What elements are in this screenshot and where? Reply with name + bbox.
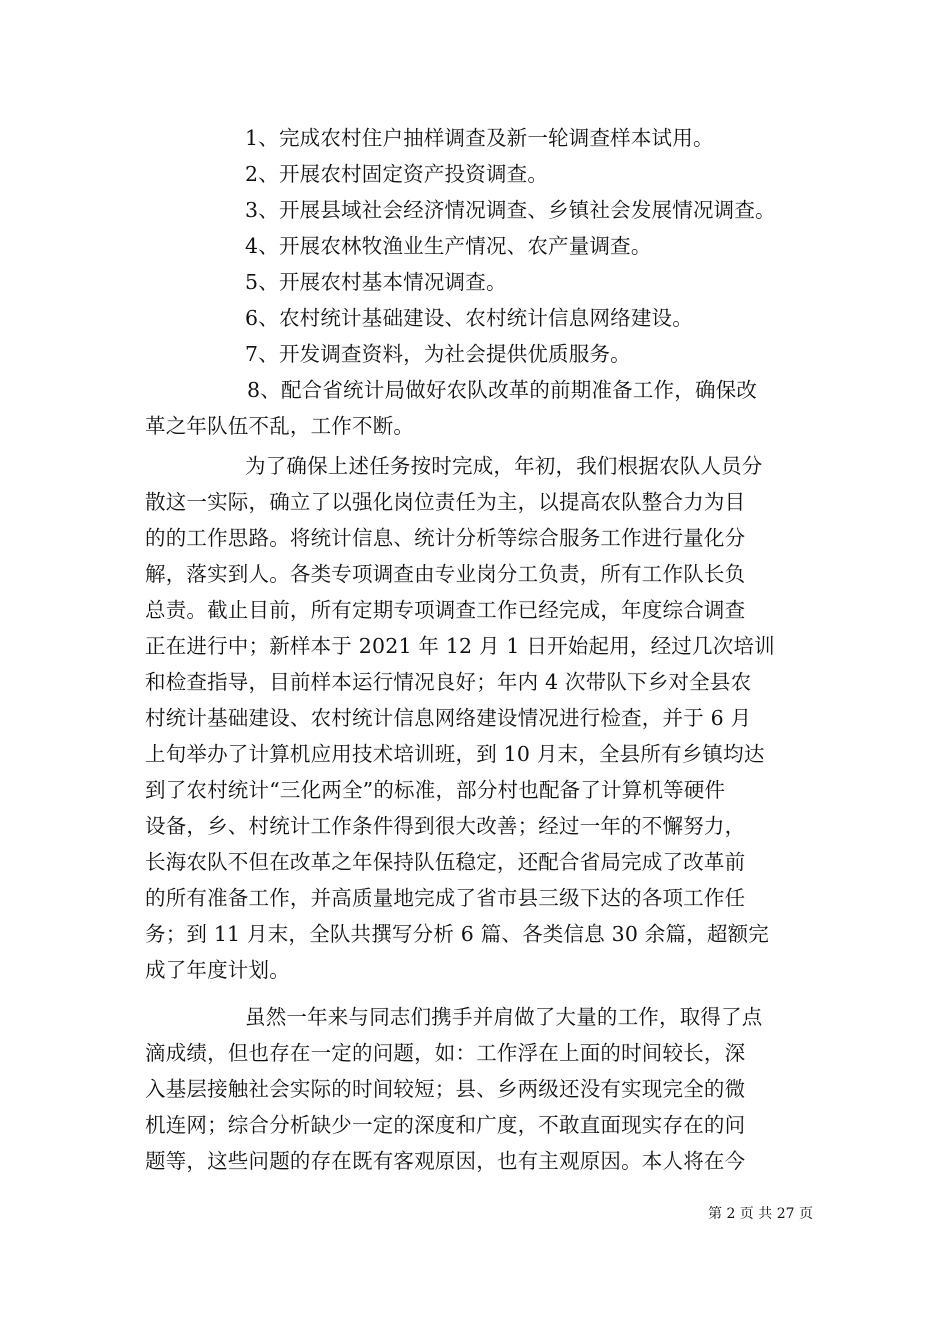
list-item-1: 1、完成农村住户抽样调查及新一轮调查样本试用。 [245, 126, 714, 150]
list-item-2: 2、开展农村固定资产投资调查。 [245, 162, 549, 186]
list-item-3: 3、开展县域社会经济情况调查、乡镇社会发展情况调查。 [245, 198, 776, 222]
page-number-footer: 第 2 页 共 27 页 [708, 1206, 813, 1222]
paragraph-1-line: 总责。截止目前，所有定期专项调查工作已经完成，年度综合调查 [145, 598, 746, 622]
paragraph-1-line: 成了年度计划。 [145, 958, 290, 982]
paragraph-1-line: 设备，乡、村统计工作条件得到很大改善；经过一年的不懈努力， [145, 814, 746, 838]
paragraph-1-line: 到了农村统计“三化两全”的标准，部分村也配备了计算机等硬件 [145, 778, 726, 802]
paragraph-2-line: 机连网；综合分析缺少一定的深度和广度，不敢直面现实存在的问 [145, 1113, 746, 1137]
paragraph-1-line: 长海农队不但在改革之年保持队伍稳定，还配合省局完成了改革前 [145, 850, 746, 874]
list-item-7: 7、开发调查资料，为社会提供优质服务。 [245, 342, 631, 366]
list-item-5: 5、开展农村基本情况调查。 [245, 270, 507, 294]
paragraph-1-line: 村统计基础建设、农村统计信息网络建设情况进行检查，并于 6 月 [145, 706, 752, 730]
paragraph-1-line: 为了确保上述任务按时完成，年初，我们根据农队人员分 [245, 454, 763, 478]
paragraph-2-line: 虽然一年来与同志们携手并肩做了大量的工作，取得了点 [245, 1005, 763, 1029]
paragraph-1-line: 的的工作思路。将统计信息、统计分析等综合服务工作进行量化分 [145, 526, 746, 550]
paragraph-2-line: 滴成绩，但也存在一定的问题，如：工作浮在上面的时间较长，深 [145, 1041, 746, 1065]
paragraph-1-line: 和检查指导，目前样本运行情况良好；年内 4 次带队下乡对全县农 [145, 670, 752, 694]
paragraph-1-line: 解，落实到人。各类专项调查由专业岗分工负责，所有工作队长负 [145, 562, 746, 586]
paragraph-2-line: 入基层接触社会实际的时间较短；县、乡两级还没有实现完全的微 [145, 1077, 746, 1101]
paragraph-2-line: 题等，这些问题的存在既有客观原因，也有主观原因。本人将在今 [145, 1149, 746, 1173]
paragraph-1-line: 正在进行中；新样本于 2021 年 12 月 1 日开始起用，经过几次培训 [145, 634, 775, 658]
paragraph-1-line: 散这一实际，确立了以强化岗位责任为主，以提高农队整合力为目 [145, 490, 746, 514]
list-item-8-line-1: 8、配合省统计局做好农队改革的前期准备工作，确保改 [247, 378, 758, 402]
paragraph-1-line: 的所有准备工作，并高质量地完成了省市县三级下达的各项工作任 [145, 886, 746, 910]
list-item-4: 4、开展农林牧渔业生产情况、农产量调查。 [245, 234, 652, 258]
list-item-8-line-2: 革之年队伍不乱，工作不断。 [145, 414, 415, 438]
list-item-6: 6、农村统计基础建设、农村统计信息网络建设。 [245, 306, 693, 330]
paragraph-1-line: 务；到 11 月末，全队共撰写分析 6 篇、各类信息 30 余篇，超额完 [145, 922, 770, 946]
paragraph-1-line: 上旬举办了计算机应用技术培训班，到 10 月末，全县所有乡镇均达 [145, 742, 765, 766]
